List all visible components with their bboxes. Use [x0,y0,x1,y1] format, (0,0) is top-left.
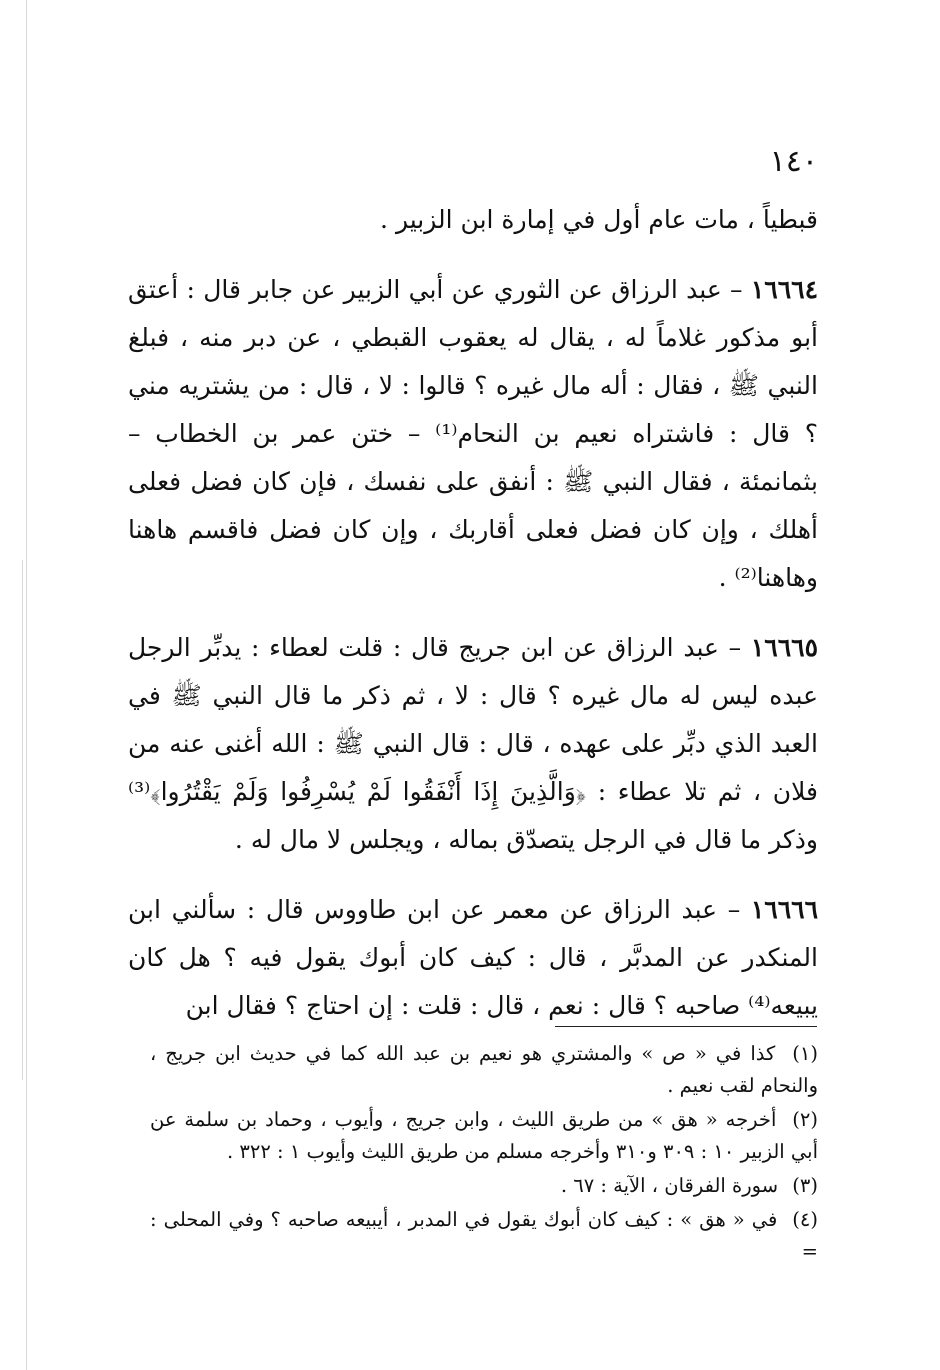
page-number: ١٤٠ [769,144,818,179]
hadith-text: – عبد الرزاق عن الثوري عن أبي الزبير عن جابر قال : أعتق أبو مذكور غلاماً له ، يقال له يعقوب القبطي ، عن دبر منه ، فبلغ النبي ﷺ ، فقال : أله مال غيره ؟ قالوا : لا ، قال : من يشتريه مني ؟ قال : فاشتراه نعيم بن النحام⁽¹⁾ – ختن عمر بن الخطاب – بثمانمئة ، فقال النبي ﷺ : أنفق على نفسك ، فإن كان فضل فعلى أهلك ، وإن كان فضل فعلى أقاربك ، وإن كان فضل فاقسم هاهنا وهاهنا⁽²⁾ . [128,275,818,592]
hadith-text: – عبد الرزاق عن ابن جريج قال : قلت لعطاء : يدبِّر الرجل عبده ليس له مال غيره ؟ قال : لا ، ثم ذكر ما قال النبي ﷺ في العبد الذي دبِّر على عهده ، قال : قال النبي ﷺ : الله أغنى عنه من فلان ، ثم تلا عطاء : ﴿وَالَّذِينَ إِذَا أَنْفَقُوا لَمْ يُسْرِفُوا وَلَمْ يَقْتُرُوا﴾⁽³⁾ وذكر ما قال في الرجل يتصدّق بماله ، ويجلس لا مال له . [128,633,818,854]
footnotes [150,1038,818,1270]
hadith-16665 [128,624,818,864]
footnote-text: سورة الفرقان ، الآية : ٦٧ . [560,1174,779,1197]
footnote-text: في « هق » : كيف كان أبوك يقول في المدبر ، أيبيعه صاحبه ؟ وفي المحلى : = [150,1208,818,1263]
footnote-text: أخرجه « هق » من طريق الليث ، وابن جريج ، وأيوب ، وحماد بن سلمة عن أبي الزبير ١٠ : ٣٠٩ و٣١٠ وأخرجه مسلم من طريق الليث وأيوب ١ : ٣٢٢ . [150,1108,818,1163]
footnote-text: كذا في « ص » والمشتري هو نعيم بن عبد الله كما في حديث ابن جريج ، والنحام لقب نعيم . [150,1042,818,1097]
hadith-number: ١٦٦٦٦ [750,895,818,924]
footnote-3 [150,1170,818,1202]
hadith-16666 [128,886,818,1030]
footnote-number: (٢) [792,1108,818,1131]
footnote-2 [150,1104,818,1168]
hadith-number: ١٦٦٦٤ [750,275,818,304]
hadith-16664 [128,266,818,602]
footnote-number: (٣) [792,1174,818,1197]
main-text [128,196,818,1030]
hadith-text: – عبد الرزاق عن معمر عن ابن طاووس قال : سألني ابن المنكدر عن المدبَّر ، قال : كيف كان أبوك يقول فيه ؟ هل كان يبيعه⁽⁴⁾ صاحبه ؟ قال : نعم ، قال : قلت : إن احتاج ؟ فقال ابن [128,895,818,1020]
scan-edge-line [26,0,27,1370]
hadith-number: ١٦٦٦٥ [750,633,818,662]
footnote-divider [555,1026,817,1027]
footnote-number: (٤) [792,1208,818,1231]
scan-fold-line [22,560,23,1080]
footnote-4 [150,1204,818,1268]
paragraph-continuation [128,196,818,244]
paragraph-text: قبطياً ، مات عام أول في إمارة ابن الزبير . [380,205,818,234]
footnote-number: (١) [792,1042,818,1065]
footnote-1 [150,1038,818,1102]
